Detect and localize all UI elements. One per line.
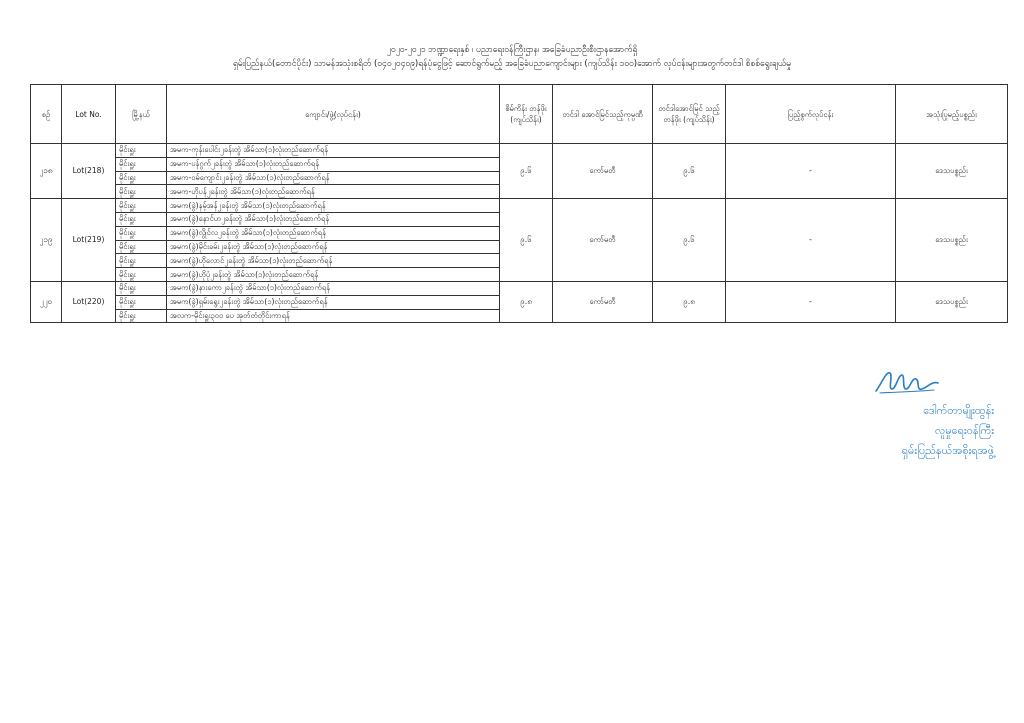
document-title-line-1: ၂၀၂၀-၂၀၂၁ ဘဏ္ဍာရေးနှစ် ၊ ပညာရေးဝန်ကြီးဌာန၊ အခြေခံပညာဦးစီးဌာနအောက်ရှိ	[386, 45, 638, 55]
row-work: အမက(ခွဲ)နောင်ဟ၂ခန်းတွဲ အိမ်သာ(၁)လုံးတည်ဆောက်ရန်	[167, 212, 500, 226]
row-completed: -	[726, 144, 896, 199]
row-completed: -	[726, 281, 896, 322]
row-work: အမက-ပန်ဂွက်၂ခန်းတွဲ အိမ်သာ(၁)လုံးတည်ဆောက်ရန်	[167, 157, 500, 171]
row-win-value: ၉.၆	[653, 199, 726, 282]
header-no: စဉ်	[31, 85, 62, 144]
row-fund: ဒေသပစ္စည်း	[896, 144, 1008, 199]
row-township: မိုင်းရှူး	[116, 144, 167, 158]
row-lot: Lot(219)	[62, 199, 116, 282]
row-work: အမက(ခွဲ)နားကော၂ခန်းတွဲ အိမ်သာ(၁)လုံးတည်ဆောက်ရန်	[167, 281, 500, 295]
header-estimate: စိမ်ကိန်း တန်ဖိုး (ကျပ်သိန်း)	[500, 85, 553, 144]
row-work: အမက-ဟိုပန်၂ခန်းတွဲ အိမ်သာ(၁)လုံးတည်ဆောက်ရန်	[167, 185, 500, 199]
row-township: မိုင်းရှူး	[116, 295, 167, 309]
row-fund: ဒေသပစ္စည်း	[896, 281, 1008, 322]
row-work: အလက-မိုင်းရှူး၃၀၀ ပေ အုတ်တံတိုင်းကာရန်	[167, 309, 500, 323]
signatory-name: ဒေါက်တာမျိုးထွန်း	[923, 404, 994, 417]
row-work: အမက(ခွဲ)ဟိုလောင်၂ခန်းတွဲ အိမ်သာ(၁)လုံးတည်ဆောက်ရန်	[167, 254, 500, 268]
row-township: မိုင်းရှူး	[116, 226, 167, 240]
row-estimate: ၉.၆	[500, 199, 553, 282]
handwritten-signature-icon	[872, 365, 942, 397]
tender-results-table	[30, 84, 1008, 323]
row-township: မိုင်းရှူး	[116, 157, 167, 171]
row-work: အမက(ခွဲ)လွိုင်လ၂ခန်းတွဲ အိမ်သာ(၁)လုံးတည်ဆောက်ရန်	[167, 226, 500, 240]
row-township: မိုင်းရှူး	[116, 171, 167, 185]
row-no: ၂၂၀	[31, 281, 62, 322]
signatory-title: လူမှုရေးဝန်ကြီး	[935, 424, 994, 437]
row-work: အမက(ခွဲ)ရှမ်းရွေး၂ခန်းတွဲ အိမ်သာ(၁)လုံးတည်ဆောက်ရန်	[167, 295, 500, 309]
row-work: အမက-ကုန်းပေါင်း၂ခန်းတွဲ အိမ်သာ(၁)လုံးတည်ဆောက်ရန်	[167, 144, 500, 158]
header-winner: တင်ဒါ အောင်မြင်သည့်ကုမ္ပဏီ	[553, 85, 653, 144]
row-township: မိုင်းရှူး	[116, 268, 167, 282]
row-no: ၂၁၈	[31, 144, 62, 199]
row-estimate: ၉.၈	[500, 281, 553, 322]
row-estimate: ၉.၆	[500, 144, 553, 199]
row-lot: Lot(220)	[62, 281, 116, 322]
row-township: မိုင်းရှူး	[116, 199, 167, 213]
header-fund: အသုံးပြုမည့်ပစ္စည်း	[896, 85, 1008, 144]
row-township: မိုင်းရှူး	[116, 240, 167, 254]
table-row	[31, 281, 1008, 295]
row-winner: ကော်မတီ	[553, 281, 653, 322]
row-work: အမက(ခွဲ)မိုင်းခမ်း၂ခန်းတွဲ အိမ်သာ(၁)လုံးတည်ဆောက်ရန်	[167, 240, 500, 254]
row-fund: ဒေသပစ္စည်း	[896, 199, 1008, 282]
table-row	[31, 144, 1008, 158]
row-township: မိုင်းရှူး	[116, 185, 167, 199]
row-winner: ကော်မတီ	[553, 199, 653, 282]
row-work: အမက-ဝမ်ကျောင်း၂ခန်းတွဲ အိမ်သာ(၁)လုံးတည်ဆောက်ရန်	[167, 171, 500, 185]
header-township: မြို့နယ်	[116, 85, 167, 144]
document-title-line-2: ရှမ်းပြည်နယ်(တောင်ပိုင်း) သာမန်အသုံးစရိတ် (၀၄၀၂၀၄၀၉)ရန်ပုံငွေဖြင့် ဆောင်ရွက်မည့် အခြေခံပညာကျောင်းများ (ကျပ်သိန်း ၁၀၀)အောက် လုပ်ငန်းများအတွက်တင်ဒါ စိစစ်ရွေးချယ်မှု	[232, 59, 792, 69]
row-work: အမက(ခွဲ)နမ့်အန်၂ခန်းတွဲ အိမ်သာ(၁)လုံးတည်ဆောက်ရန်	[167, 199, 500, 213]
row-township: မိုင်းရှူး	[116, 281, 167, 295]
row-win-value: ၉.၆	[653, 144, 726, 199]
row-township: မိုင်းရှူး	[116, 212, 167, 226]
row-work: အမက(ခွဲ)ဟိုပုံ၂ခန်းတွဲ အိမ်သာ(၁)လုံးတည်ဆောက်ရန်	[167, 268, 500, 282]
header-completed: ပြည့်စွက်လုပ်ငန်း	[726, 85, 896, 144]
row-win-value: ၉.၈	[653, 281, 726, 322]
table-row	[31, 199, 1008, 213]
table-header-row	[31, 85, 1008, 144]
row-completed: -	[726, 199, 896, 282]
header-win-value: တင်ဒါအောင်မြင် သည့်တန်ဖိုး (ကျပ်သိန်း)	[653, 85, 726, 144]
signatory-office: ရှမ်းပြည်နယ်အစိုးရအဖွဲ့	[901, 444, 994, 457]
row-lot: Lot(218)	[62, 144, 116, 199]
row-township: မိုင်းရှူး	[116, 309, 167, 323]
header-lot: Lot No.	[62, 85, 116, 144]
row-winner: ကော်မတီ	[553, 144, 653, 199]
header-work: ကျောင်း/ဖွဲ့(လုပ်ငန်း)	[167, 85, 500, 144]
row-township: မိုင်းရှူး	[116, 254, 167, 268]
row-no: ၂၁၉	[31, 199, 62, 282]
